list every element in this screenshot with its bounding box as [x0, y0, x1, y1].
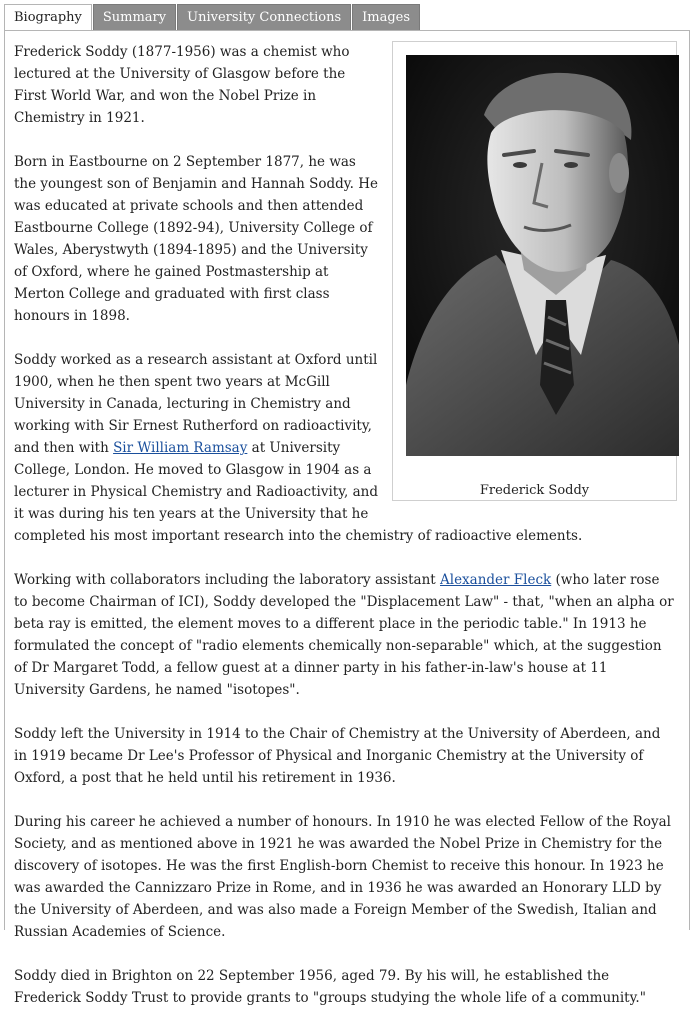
paragraph-honours: During his career he achieved a number of honours. In 1910 he was elected Fellow of the Royal Society, and as mentioned above in 1921 he was awarded the Nobel Prize in Chemistry for the discovery of isotopes. He was the first English-born Chemist to receive this honour. In 1923 he was awarded the Cannizzaro Prize in Rome, and in 1936 he was awarded an Honorary LLD by the University of Aberdeen, and was also made a Foreign Member of the Swedish, Italian and Russian Academies of Science.: [14, 814, 671, 940]
link-alexander-fleck[interactable]: Alexander Fleck: [440, 572, 552, 588]
paragraph-intro: Frederick Soddy (1877-1956) was a chemist who lectured at the University of Glasgow before the First World War, and won the Nobel Prize in Chemistry in 1921.: [14, 44, 350, 126]
paragraph-text: Soddy worked as a research assistant at Oxford until 1900, when he then spent two years at McGill University in Canada, lecturing in Chemistry and working with Sir Ernest Rutherford on radioactivity, and then with: [14, 352, 378, 456]
paragraph-text: (who later rose to become Chairman of ICI), Soddy developed the "Displacement Law" - that, "when an alpha or beta ray is emitted, the element moves to a different place in the periodic table." In 1913 he formulated the concept of "radio elements chemically non-separable" which, at the suggestion of Dr Margaret Todd, a fellow guest at a dinner party in his father-in-law's house at 11 University Gardens, he named "isotopes".: [14, 572, 674, 698]
biography-content: [5, 31, 689, 1009]
tab-university-connections[interactable]: University Connections: [177, 4, 351, 30]
tab-bar: [4, 4, 421, 31]
paragraph-text: at University College, London. He moved to Glasgow in 1904 as a lecturer in Physical Chemistry and Radioactivity, and it was during his ten years at the University that he completed his most important research into the chemistry of radioactive elements.: [14, 440, 583, 544]
portrait-caption: Frederick Soddy: [479, 483, 590, 498]
portrait-photo: [406, 55, 679, 456]
tab-images[interactable]: Images: [352, 4, 420, 30]
paragraph-aberdeen-oxford: Soddy left the University in 1914 to the Chair of Chemistry at the University of Aberdeen, and in 1919 became Dr Lee's Professor of Physical and Inorganic Chemistry at the University of Oxford, a post that he held until his retirement in 1936.: [14, 726, 661, 786]
paragraph-text: Working with collaborators including the laboratory assistant: [14, 572, 440, 588]
paragraph-isotopes: [14, 569, 677, 701]
link-sir-william-ramsay[interactable]: Sir William Ramsay: [113, 440, 248, 456]
portrait-image: [406, 55, 679, 456]
portrait-figure: [392, 41, 677, 501]
biography-panel: [4, 30, 690, 1006]
tab-summary[interactable]: Summary: [93, 4, 176, 30]
paragraph-early-life: Born in Eastbourne on 2 September 1877, he was the youngest son of Benjamin and Hannah Soddy. He was educated at private schools and then attended Eastbourne College (1892-94), University College of Wales, Aberystwyth (1894-1895) and the University of Oxford, where he gained Postmastership at Merton College and graduated with first class honours in 1898.: [14, 154, 378, 324]
tab-biography[interactable]: Biography: [4, 4, 92, 31]
paragraph-death: Soddy died in Brighton on 22 September 1956, aged 79. By his will, he established the Frederick Soddy Trust to provide grants to "groups studying the whole life of a community.": [14, 968, 646, 1006]
